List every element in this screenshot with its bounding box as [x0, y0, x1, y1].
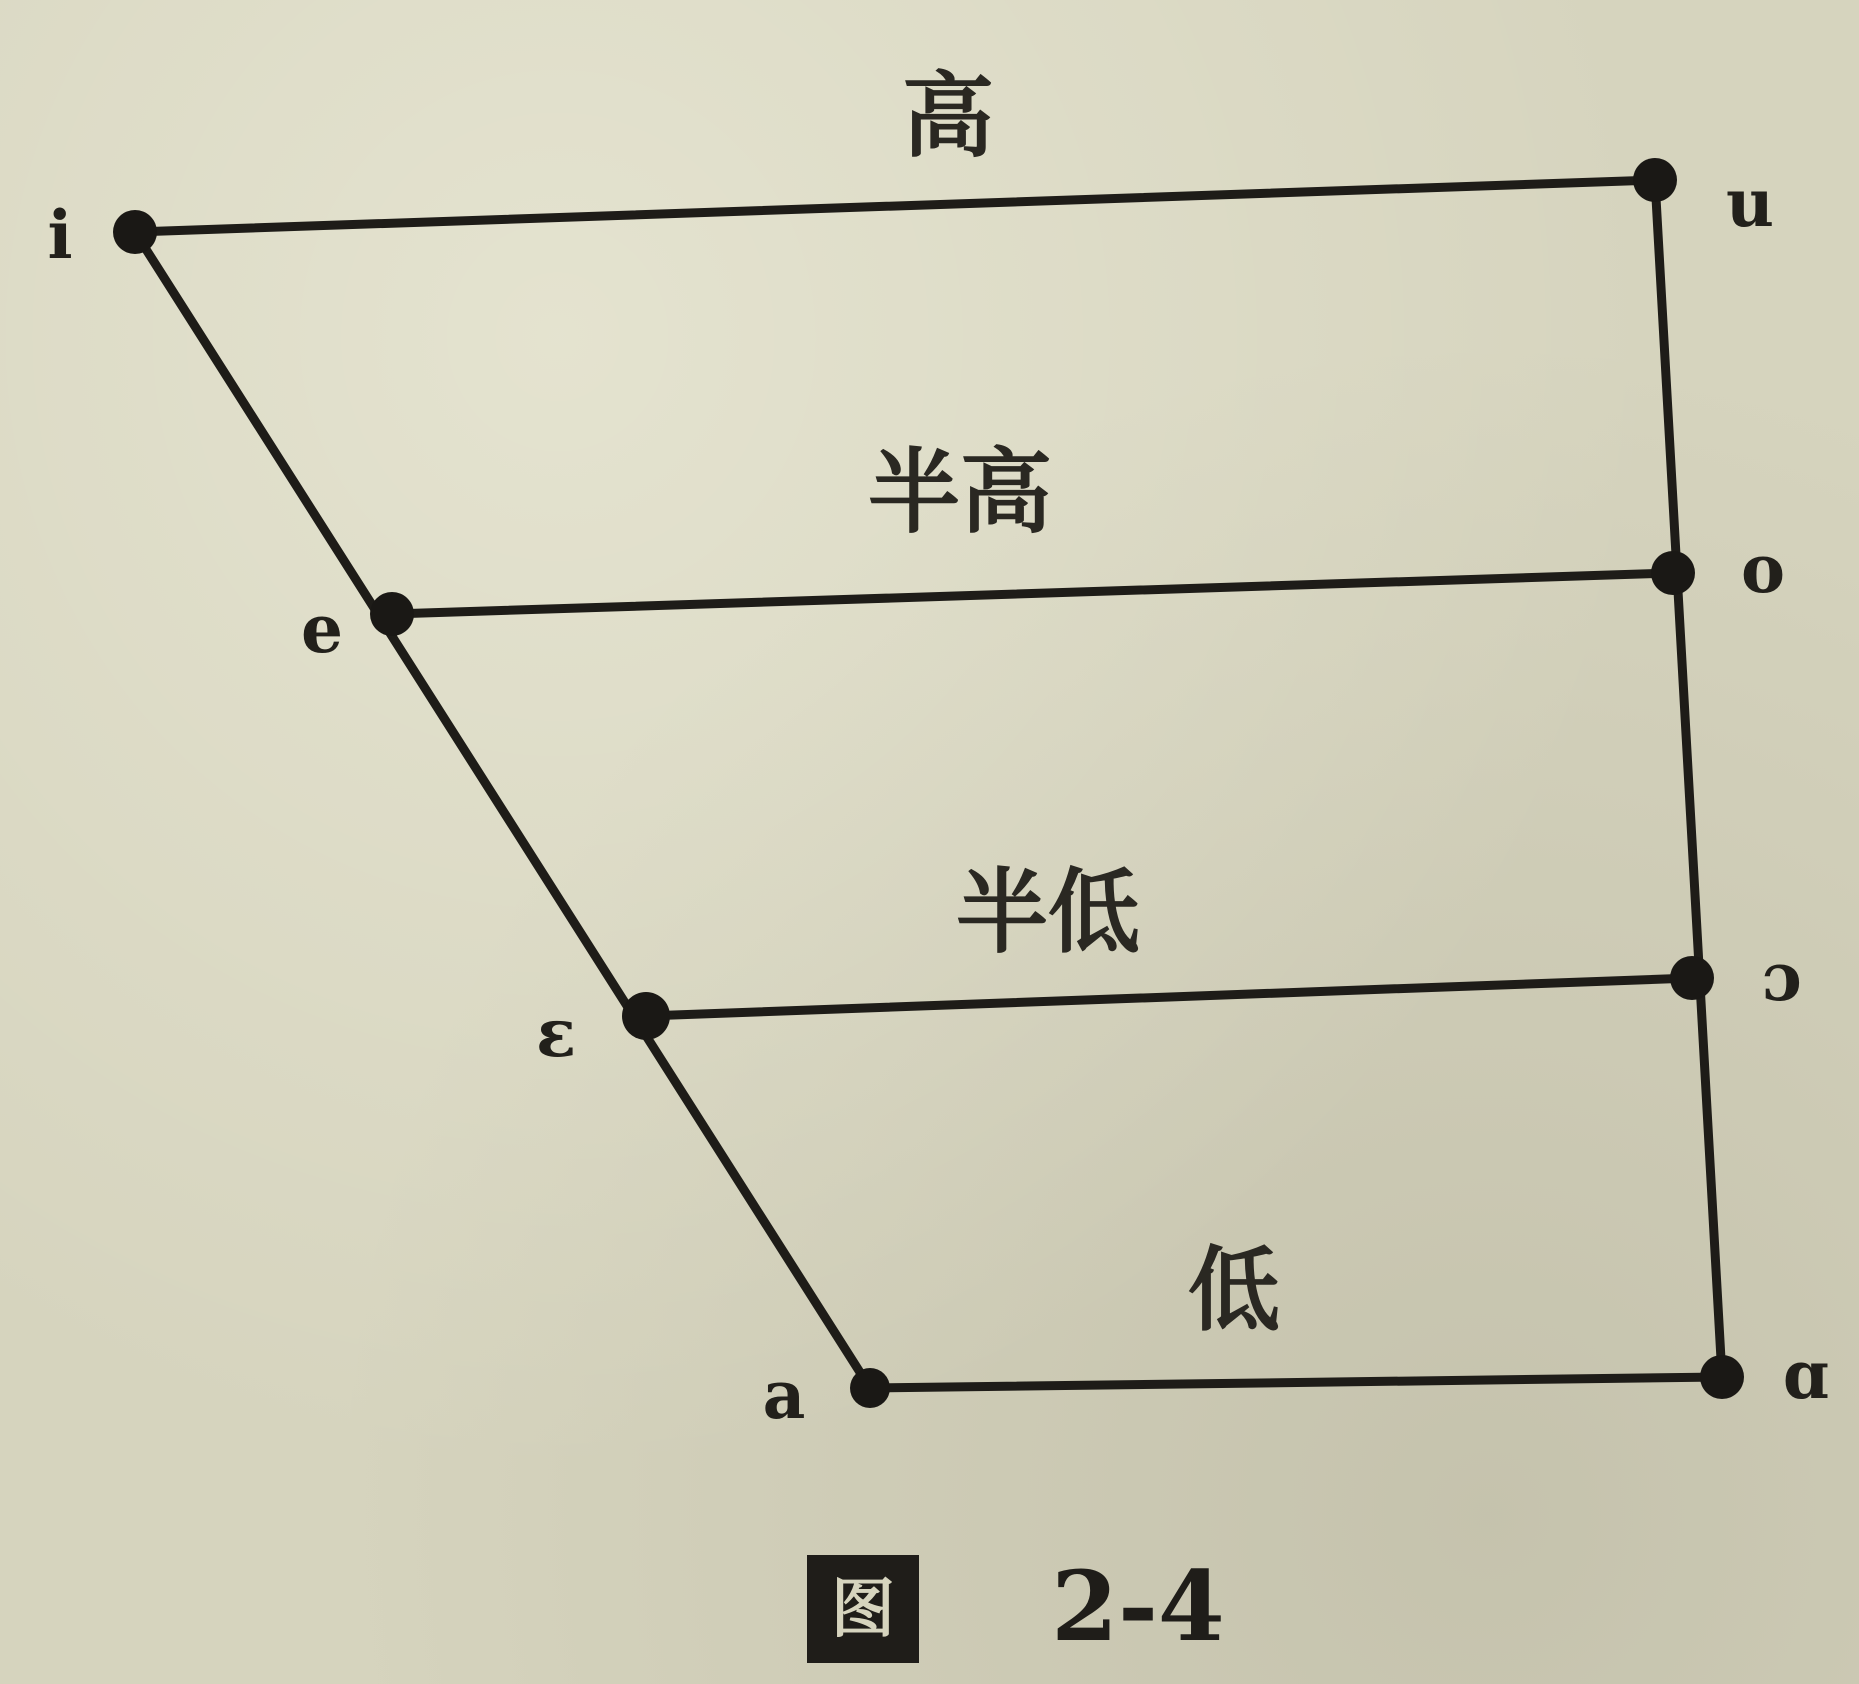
- height-label-half-low: 半低: [955, 859, 1141, 966]
- edge-front: [135, 232, 870, 1388]
- vowel-label-e: e: [301, 590, 343, 668]
- vowel-label-i: i: [47, 196, 73, 274]
- vowel-label-epsilon: ε: [535, 994, 577, 1072]
- vowel-label-o: o: [1740, 530, 1786, 608]
- vowel-label-a: a: [762, 1356, 806, 1434]
- figure-caption: [807, 1550, 1225, 1663]
- height-label-low: 低: [1187, 1237, 1281, 1344]
- height-label-half-high: 半高: [867, 439, 1053, 546]
- height-label-high: 高: [901, 63, 995, 170]
- vowel-point-u: [1633, 158, 1677, 202]
- caption-prefix: 图: [831, 1573, 895, 1647]
- edge-back: [1655, 180, 1722, 1377]
- vowel-point-epsilon: [622, 992, 670, 1040]
- edge-low: [870, 1377, 1722, 1388]
- vowel-point-o: [1651, 551, 1695, 595]
- edge-half-low: [646, 978, 1692, 1016]
- vowel-point-i: [113, 210, 157, 254]
- edge-high: [135, 180, 1655, 232]
- vowel-label-u: u: [1726, 164, 1774, 242]
- vowel-point-open-o: [1670, 956, 1714, 1000]
- vowel-label-open-o: ɔ: [1761, 938, 1803, 1016]
- vowel-label-alpha: ɑ: [1782, 1336, 1830, 1414]
- caption-number: 2-4: [1051, 1550, 1225, 1663]
- edge-half-high: [392, 573, 1673, 614]
- vowel-point-a: [850, 1368, 890, 1408]
- vowel-point-alpha: [1700, 1355, 1744, 1399]
- vowel-point-e: [370, 592, 414, 636]
